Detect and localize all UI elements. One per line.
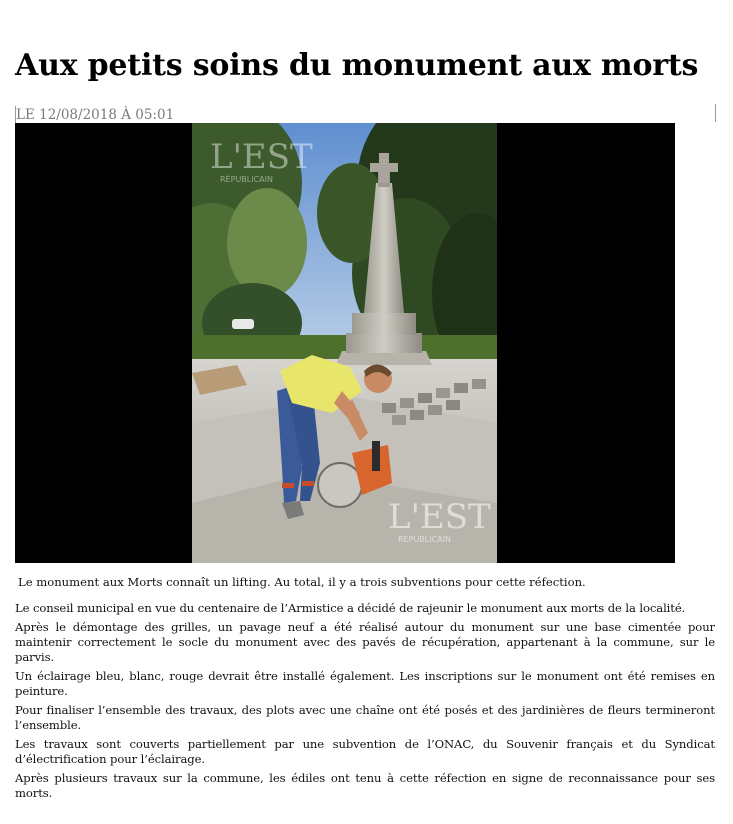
article-body (15, 601, 715, 805)
article-title: Aux petits soins du monument aux morts (15, 48, 699, 83)
article-paragraph-4: Pour finaliser l’ensemble des travaux, des plots avec une chaîne ont été posés et des jardinières de fleurs termineront l’ensemble. (15, 703, 715, 732)
header-divider (715, 104, 716, 122)
watermark-top-logo: L'EST (210, 137, 313, 177)
article-photo-frame (15, 123, 675, 563)
photo-caption: Le monument aux Morts connaît un lifting. Au total, il y a trois subventions pour cette réfection. (18, 575, 586, 589)
photo-watermark-top (210, 137, 313, 184)
watermark-top-subtitle: RÉPUBLICAIN (220, 175, 273, 184)
article-paragraph-6: Après plusieurs travaux sur la commune, les édiles ont tenu à cette réfection en signe de reconnaissance pour ses morts. (15, 771, 715, 800)
watermark-bottom-subtitle: RÉPUBLICAIN (398, 535, 451, 544)
article-paragraph-3: Un éclairage bleu, blanc, rouge devrait être installé également. Les inscriptions sur le monument ont été remises en peinture. (15, 669, 715, 698)
article-paragraph-2: Après le démontage des grilles, un pavage neuf a été réalisé autour du monument sur une base cimentée pour maintenir correctement le socle du monument avec des pavés de récupération, appartenant à la commune, sur le parvis. (15, 620, 715, 664)
photo-watermark-bottom (388, 497, 491, 544)
article-paragraph-1: Le conseil municipal en vue du centenaire de l’Armistice a décidé de rajeunir le monument aux morts de la localité. (15, 601, 686, 615)
watermark-bottom-logo: L'EST (388, 497, 491, 537)
article-photo (192, 123, 497, 563)
article-dateline: LE 12/08/2018 À 05:01 (16, 107, 175, 123)
article-paragraph-5: Les travaux sont couverts partiellement par une subvention de l’ONAC, du Souvenir français et du Syndicat d’électrification pour l’éclairage. (15, 737, 715, 766)
